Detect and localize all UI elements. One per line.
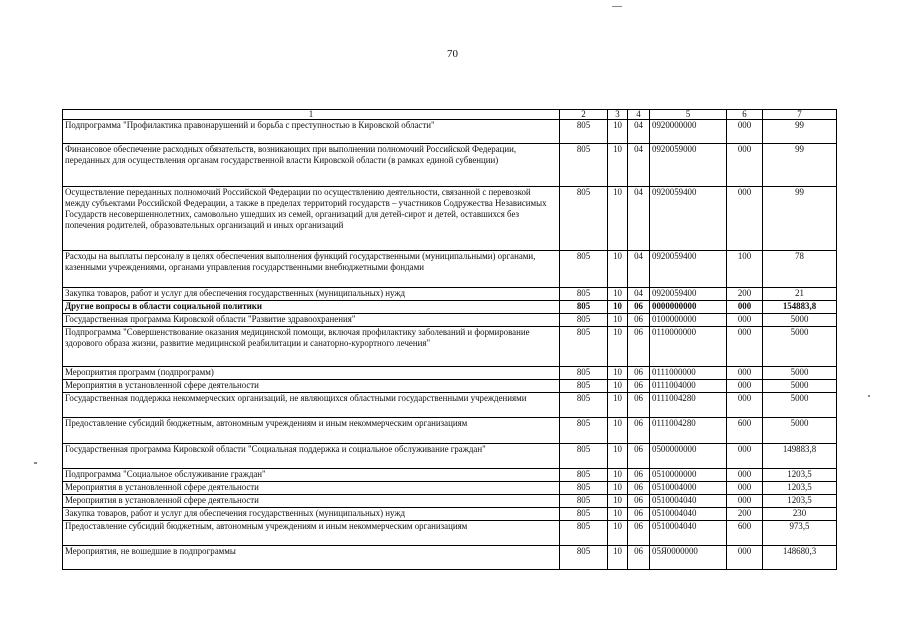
row-target-article-cell: 0510004040 bbox=[650, 521, 727, 546]
row-name-cell: Государственная программа Кировской области "Развитие здравоохранения" bbox=[63, 314, 560, 327]
table-body bbox=[63, 120, 837, 570]
row-section-cell: 10 bbox=[608, 482, 628, 495]
row-subsection-cell: 06 bbox=[628, 418, 650, 444]
row-expense-type-cell: 000 bbox=[727, 314, 763, 327]
row-expense-type-cell: 000 bbox=[727, 546, 763, 570]
row-name-cell: Другие вопросы в области социальной политики bbox=[63, 301, 560, 314]
row-section-cell: 10 bbox=[608, 521, 628, 546]
row-name-cell: Мероприятия программ (подпрограмм) bbox=[63, 367, 560, 380]
row-code-cell: 805 bbox=[560, 187, 608, 251]
scan-speck-left bbox=[34, 462, 37, 464]
header-cell: 3 bbox=[608, 110, 628, 120]
budget-table bbox=[62, 109, 837, 570]
row-name-cell: Предоставление субсидий бюджетным, автономным учреждениям и иным некоммерческим организациям bbox=[63, 521, 560, 546]
row-name-cell: Мероприятия, не вошедшие в подпрограммы bbox=[63, 546, 560, 570]
row-code-cell: 805 bbox=[560, 314, 608, 327]
row-subsection-cell: 06 bbox=[628, 508, 650, 521]
row-target-article-cell: 0510004040 bbox=[650, 508, 727, 521]
row-code-cell: 805 bbox=[560, 508, 608, 521]
row-name-cell: Подпрограмма "Социальное обслуживание граждан" bbox=[63, 469, 560, 482]
row-name-cell: Государственная программа Кировской области "Социальная поддержка и социальное обслуживание граждан" bbox=[63, 444, 560, 469]
row-target-article-cell: 0510004040 bbox=[650, 495, 727, 508]
table-row bbox=[63, 469, 837, 482]
row-target-article-cell: 0111000000 bbox=[650, 367, 727, 380]
row-code-cell: 805 bbox=[560, 482, 608, 495]
row-section-cell: 10 bbox=[608, 393, 628, 418]
row-code-cell: 805 bbox=[560, 251, 608, 288]
table-row bbox=[63, 495, 837, 508]
row-section-cell: 10 bbox=[608, 418, 628, 444]
table-row bbox=[63, 251, 837, 288]
row-code-cell: 805 bbox=[560, 418, 608, 444]
row-target-article-cell: 0000000000 bbox=[650, 301, 727, 314]
row-amount-cell: 148680,3 bbox=[763, 546, 837, 570]
row-expense-type-cell: 000 bbox=[727, 380, 763, 393]
table-row bbox=[63, 521, 837, 546]
row-expense-type-cell: 000 bbox=[727, 327, 763, 367]
row-amount-cell: 99 bbox=[763, 187, 837, 251]
row-name-cell: Мероприятия в установленной сфере деятельности bbox=[63, 482, 560, 495]
row-name-cell: Предоставление субсидий бюджетным, автономным учреждениям и иным некоммерческим организациям bbox=[63, 418, 560, 444]
row-section-cell: 10 bbox=[608, 288, 628, 301]
table-row bbox=[63, 301, 837, 314]
table-row bbox=[63, 444, 837, 469]
row-amount-cell: 5000 bbox=[763, 380, 837, 393]
row-name-cell: Подпрограмма "Профилактика правонарушений и борьба с преступностью в Кировской области" bbox=[63, 120, 560, 144]
row-subsection-cell: 06 bbox=[628, 469, 650, 482]
table-row bbox=[63, 327, 837, 367]
row-section-cell: 10 bbox=[608, 469, 628, 482]
row-amount-cell: 1203,5 bbox=[763, 495, 837, 508]
header-cell: 1 bbox=[63, 110, 560, 120]
row-expense-type-cell: 000 bbox=[727, 495, 763, 508]
table-row bbox=[63, 393, 837, 418]
table-row bbox=[63, 187, 837, 251]
row-amount-cell: 5000 bbox=[763, 327, 837, 367]
row-code-cell: 805 bbox=[560, 288, 608, 301]
row-section-cell: 10 bbox=[608, 251, 628, 288]
page-number: 70 bbox=[447, 48, 458, 60]
table-row bbox=[63, 120, 837, 144]
row-code-cell: 805 bbox=[560, 393, 608, 418]
row-target-article-cell: 0920059400 bbox=[650, 288, 727, 301]
row-code-cell: 805 bbox=[560, 120, 608, 144]
row-amount-cell: 149883,8 bbox=[763, 444, 837, 469]
header-cell: 5 bbox=[650, 110, 727, 120]
row-subsection-cell: 06 bbox=[628, 301, 650, 314]
row-amount-cell: 154883,8 bbox=[763, 301, 837, 314]
table-row bbox=[63, 380, 837, 393]
row-amount-cell: 21 bbox=[763, 288, 837, 301]
row-expense-type-cell: 200 bbox=[727, 508, 763, 521]
row-amount-cell: 230 bbox=[763, 508, 837, 521]
row-expense-type-cell: 000 bbox=[727, 120, 763, 144]
row-expense-type-cell: 000 bbox=[727, 482, 763, 495]
row-target-article-cell: 0920000000 bbox=[650, 120, 727, 144]
row-subsection-cell: 06 bbox=[628, 444, 650, 469]
row-code-cell: 805 bbox=[560, 301, 608, 314]
row-target-article-cell: 0920059000 bbox=[650, 144, 727, 187]
row-name-cell: Закупка товаров, работ и услуг для обеспечения государственных (муниципальных) нужд bbox=[63, 288, 560, 301]
row-amount-cell: 1203,5 bbox=[763, 482, 837, 495]
row-code-cell: 805 bbox=[560, 144, 608, 187]
row-subsection-cell: 06 bbox=[628, 327, 650, 367]
row-subsection-cell: 06 bbox=[628, 521, 650, 546]
row-section-cell: 10 bbox=[608, 327, 628, 367]
table-row bbox=[63, 546, 837, 570]
row-name-cell: Финансовое обеспечение расходных обязательств, возникающих при выполнении полномочий Российской Федерации, переданных для осуществления органам государственной власти Кировской области (в рамках единой субвенции) bbox=[63, 144, 560, 187]
row-target-article-cell: 0111004280 bbox=[650, 418, 727, 444]
row-code-cell: 805 bbox=[560, 469, 608, 482]
row-target-article-cell: 0510000000 bbox=[650, 469, 727, 482]
row-amount-cell: 5000 bbox=[763, 418, 837, 444]
row-code-cell: 805 bbox=[560, 327, 608, 367]
row-amount-cell: 1203,5 bbox=[763, 469, 837, 482]
row-expense-type-cell: 600 bbox=[727, 418, 763, 444]
row-expense-type-cell: 200 bbox=[727, 288, 763, 301]
row-target-article-cell: 0920059400 bbox=[650, 187, 727, 251]
table-row bbox=[63, 482, 837, 495]
row-name-cell: Закупка товаров, работ и услуг для обеспечения государственных (муниципальных) нужд bbox=[63, 508, 560, 521]
row-section-cell: 10 bbox=[608, 444, 628, 469]
row-expense-type-cell: 000 bbox=[727, 393, 763, 418]
row-code-cell: 805 bbox=[560, 546, 608, 570]
row-section-cell: 10 bbox=[608, 187, 628, 251]
row-code-cell: 805 bbox=[560, 380, 608, 393]
row-expense-type-cell: 000 bbox=[727, 301, 763, 314]
row-section-cell: 10 bbox=[608, 380, 628, 393]
row-expense-type-cell: 600 bbox=[727, 521, 763, 546]
scan-speck-right bbox=[868, 395, 870, 397]
table-header-row bbox=[63, 110, 837, 120]
row-target-article-cell: 05Я0000000 bbox=[650, 546, 727, 570]
row-section-cell: 10 bbox=[608, 495, 628, 508]
row-subsection-cell: 06 bbox=[628, 380, 650, 393]
header-cell: 6 bbox=[727, 110, 763, 120]
row-expense-type-cell: 000 bbox=[727, 367, 763, 380]
table-row bbox=[63, 367, 837, 380]
row-code-cell: 805 bbox=[560, 521, 608, 546]
row-section-cell: 10 bbox=[608, 546, 628, 570]
header-cell: 4 bbox=[628, 110, 650, 120]
table-row bbox=[63, 418, 837, 444]
row-section-cell: 10 bbox=[608, 301, 628, 314]
row-subsection-cell: 06 bbox=[628, 393, 650, 418]
scan-speck-top bbox=[612, 6, 622, 7]
row-target-article-cell: 0500000000 bbox=[650, 444, 727, 469]
row-code-cell: 805 bbox=[560, 495, 608, 508]
row-section-cell: 10 bbox=[608, 367, 628, 380]
row-section-cell: 10 bbox=[608, 144, 628, 187]
row-subsection-cell: 04 bbox=[628, 288, 650, 301]
row-subsection-cell: 06 bbox=[628, 546, 650, 570]
row-name-cell: Мероприятия в установленной сфере деятельности bbox=[63, 380, 560, 393]
row-section-cell: 10 bbox=[608, 314, 628, 327]
row-expense-type-cell: 000 bbox=[727, 144, 763, 187]
table-row bbox=[63, 508, 837, 521]
table-row bbox=[63, 288, 837, 301]
row-section-cell: 10 bbox=[608, 120, 628, 144]
row-expense-type-cell: 000 bbox=[727, 444, 763, 469]
row-expense-type-cell: 000 bbox=[727, 187, 763, 251]
row-target-article-cell: 0110000000 bbox=[650, 327, 727, 367]
row-amount-cell: 99 bbox=[763, 144, 837, 187]
row-subsection-cell: 04 bbox=[628, 120, 650, 144]
row-name-cell: Подпрограмма "Совершенствование оказания медицинской помощи, включая профилактику заболеваний и формирование здорового образа жизни, развитие медицинской реабилитации и санаторно-курортного лечения" bbox=[63, 327, 560, 367]
row-section-cell: 10 bbox=[608, 508, 628, 521]
row-subsection-cell: 06 bbox=[628, 495, 650, 508]
row-target-article-cell: 0100000000 bbox=[650, 314, 727, 327]
row-code-cell: 805 bbox=[560, 367, 608, 380]
row-subsection-cell: 06 bbox=[628, 314, 650, 327]
row-subsection-cell: 06 bbox=[628, 367, 650, 380]
header-cell: 2 bbox=[560, 110, 608, 120]
header-cell: 7 bbox=[763, 110, 837, 120]
row-expense-type-cell: 100 bbox=[727, 251, 763, 288]
row-target-article-cell: 0510004000 bbox=[650, 482, 727, 495]
table-row bbox=[63, 314, 837, 327]
row-subsection-cell: 04 bbox=[628, 251, 650, 288]
row-amount-cell: 973,5 bbox=[763, 521, 837, 546]
row-subsection-cell: 06 bbox=[628, 482, 650, 495]
row-code-cell: 805 bbox=[560, 444, 608, 469]
row-name-cell: Осуществление переданных полномочий Российской Федерации по осуществлению деятельности, связанной с перевозкой между субъектами Российской Федерации, а также в пределах территорий государств – участников Содружества Независимых Государств несовершеннолетних, самовольно ушедших из семей, организаций для детей-сирот и детей, оставшихся без попечения родителей, образовательных организаций и иных организаций bbox=[63, 187, 560, 251]
row-target-article-cell: 0920059400 bbox=[650, 251, 727, 288]
row-amount-cell: 5000 bbox=[763, 367, 837, 380]
row-amount-cell: 5000 bbox=[763, 393, 837, 418]
row-expense-type-cell: 000 bbox=[727, 469, 763, 482]
row-amount-cell: 5000 bbox=[763, 314, 837, 327]
row-amount-cell: 99 bbox=[763, 120, 837, 144]
row-target-article-cell: 0111004280 bbox=[650, 393, 727, 418]
table-row bbox=[63, 144, 837, 187]
row-target-article-cell: 0111004000 bbox=[650, 380, 727, 393]
row-subsection-cell: 04 bbox=[628, 144, 650, 187]
row-name-cell: Расходы на выплаты персоналу в целях обеспечения выполнения функций государственными (муниципальными) органами, казенными учреждениями, органами управления государственными внебюджетными фондами bbox=[63, 251, 560, 288]
row-name-cell: Мероприятия в установленной сфере деятельности bbox=[63, 495, 560, 508]
row-subsection-cell: 04 bbox=[628, 187, 650, 251]
row-amount-cell: 78 bbox=[763, 251, 837, 288]
row-name-cell: Государственная поддержка некоммерческих организаций, не являющихся областными государственными учреждениями bbox=[63, 393, 560, 418]
